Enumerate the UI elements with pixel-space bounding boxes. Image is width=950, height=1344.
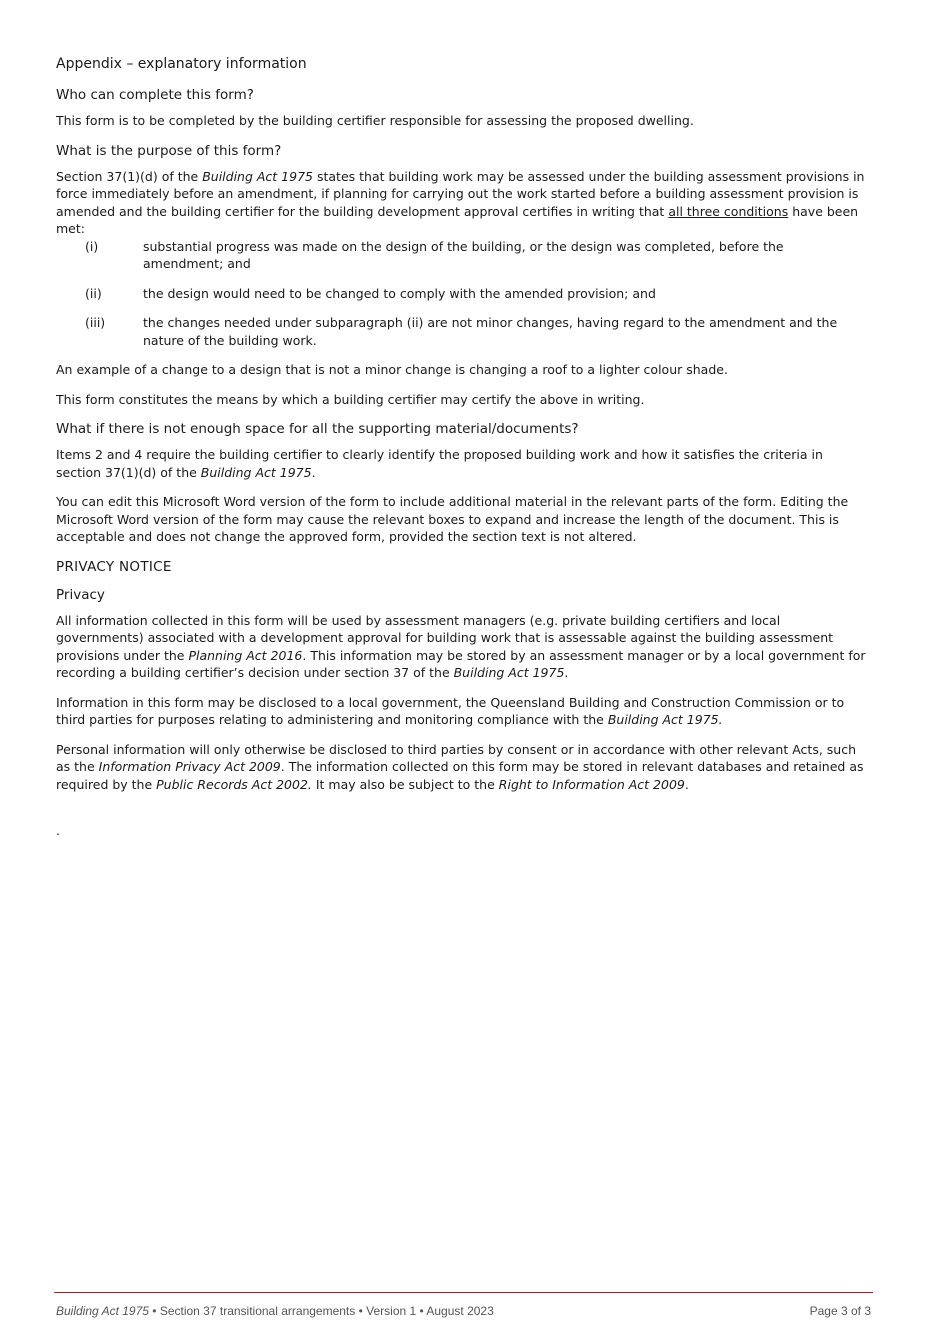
condition-item: (ii) the design would need to be changed to comply with the amended provision; and [85,285,656,301]
trailing-dot: . [56,823,60,838]
purpose-paragraph: Section 37(1)(d) of the Building Act 1975 states that building work may be assessed under the building assessment provisions in force immediately before an amendment, if planning for carrying out the work started before a building assessment provision is amended and the building certifier for the building development approval certifies in writing that all three conditions have been met: [56,168,865,236]
purpose-heading: What is the purpose of this form? [56,142,282,159]
privacy-notice-heading: PRIVACY NOTICE [56,558,172,575]
condition-item: (i) substantial progress was made on the design of the building, or the design was completed, before the amendment; and [85,238,784,271]
appendix-title: Appendix – explanatory information [56,56,307,72]
who-text: This form is to be completed by the building certifier responsible for assessing the proposed dwelling. [56,113,694,128]
conditions-list [56,238,871,350]
privacy-paragraph-1: All information collected in this form will be used by assessment managers (e.g. private building certifiers and local governments) associated with a development approval for building work that is assessable against the building assessment provisions under the Planning Act 2016. This information may be stored by an assessment manager or by a local government for recording a building certifier’s decision under section 37 of the Building Act 1975. [56,612,866,680]
example-text: An example of a change to a design that is not a minor change is changing a roof to a lighter colour shade. [56,362,728,377]
footer-document-info: Building Act 1975 • Section 37 transitional arrangements • Version 1 • August 2023 [56,1304,494,1318]
condition-item: (iii) the changes needed under subparagraph (ii) are not minor changes, having regard to the amendment and the nature of the building work. [85,315,838,348]
privacy-paragraph-3: Personal information will only otherwise be disclosed to third parties by consent or in accordance with other relevant Acts, such as the Information Privacy Act 2009. The information collected on this form may be stored in relevant databases and retained as required by the Public Records Act 2002. It may also be subject to the Right to Information Act 2009. [56,741,864,792]
means-text: This form constitutes the means by which a building certifier may certify the above in writing. [56,391,645,407]
footer-divider [54,1292,873,1293]
page-number: Page 3 of 3 [809,1304,871,1318]
who-heading: Who can complete this form? [56,87,254,103]
space-paragraph-2: You can edit this Microsoft Word version of the form to include additional material in the relevant parts of the form. Editing the Microsoft Word version of the form may cause the relevant boxes to expand and increase the length of the document. This is acceptable and does not change the approved form, provided the section text is not altered. [56,494,849,544]
space-heading: What if there is not enough space for all the supporting material/documents? [56,421,579,437]
privacy-heading: Privacy [56,586,105,603]
page-footer [56,1304,871,1318]
document-page [56,54,871,838]
space-paragraph-1: Items 2 and 4 require the building certifier to clearly identify the proposed building work and how it satisfies the criteria in section 37(1)(d) of the Building Act 1975. [56,447,823,480]
privacy-paragraph-2: Information in this form may be disclosed to a local government, the Queensland Building and Construction Commission or to third parties for purposes relating to administering and monitoring compliance with the Building Act 1975. [56,694,845,727]
